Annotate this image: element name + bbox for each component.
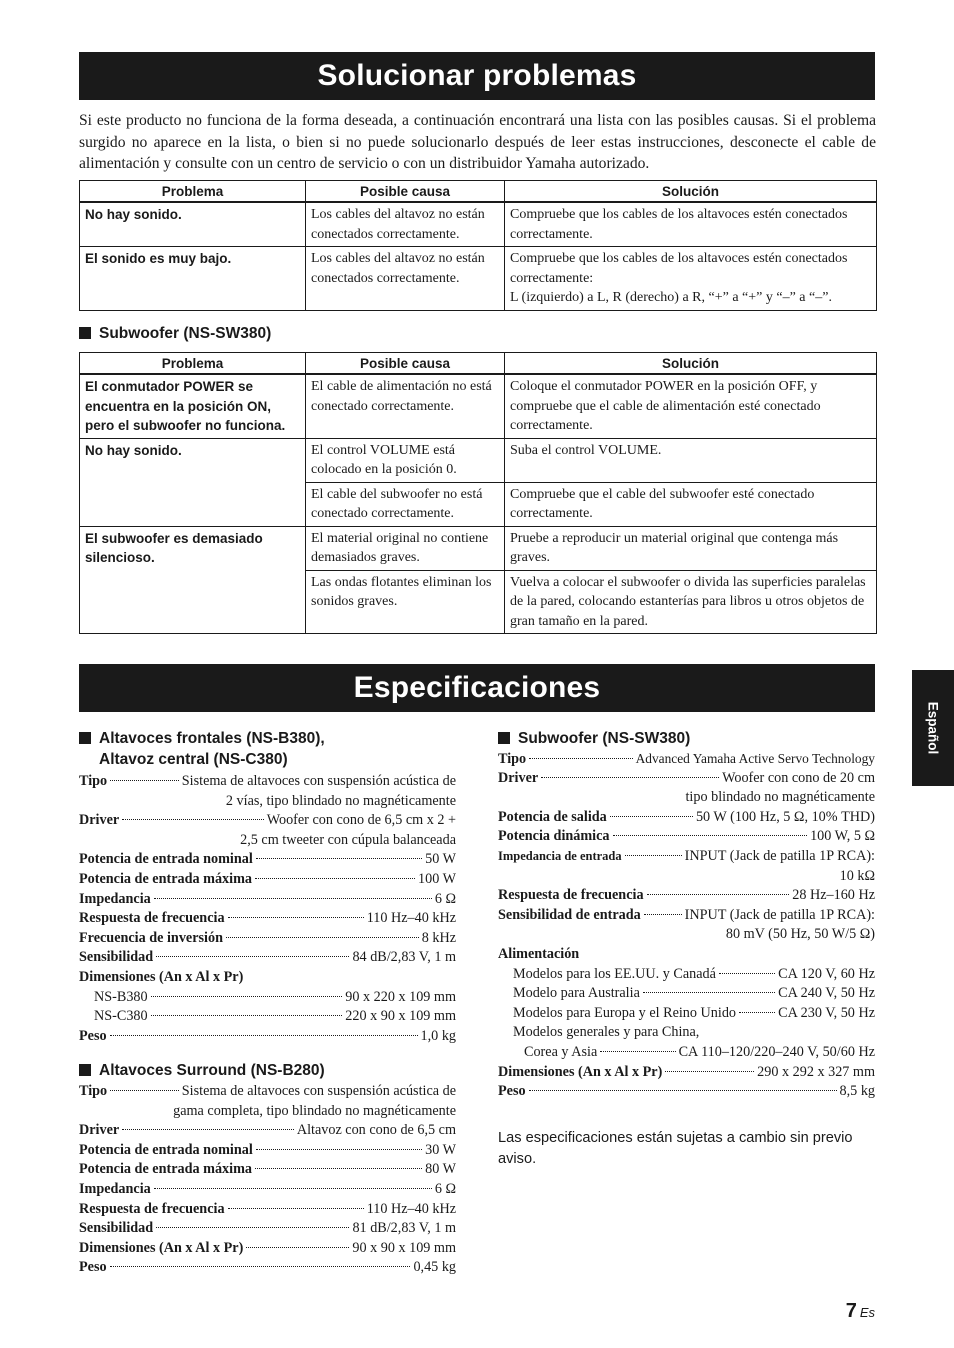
- spec-value: INPUT (Jack de patilla 1P RCA):: [684, 906, 875, 923]
- troubleshooting-table: [79, 180, 877, 311]
- spec-value: CA 110–120/220–240 V, 50/60 Hz: [678, 1043, 875, 1060]
- leader-dots: [226, 937, 419, 938]
- spec-value: 290 x 292 x 327 mm: [757, 1063, 875, 1080]
- spec-label: Modelos para Europa y el Reino Unido: [513, 1004, 737, 1021]
- cause-cell: Los cables del altavoz no están conectados correctamente.: [306, 247, 505, 311]
- spec-label: Peso: [498, 1083, 526, 1100]
- spec-label: Frecuencia de inversión: [79, 929, 223, 946]
- heading-text: Subwoofer (NS-SW380): [99, 325, 272, 342]
- spec-value: CA 120 V, 60 Hz: [778, 965, 875, 982]
- spec-value: CA 230 V, 50 Hz: [778, 1004, 875, 1021]
- leader-dots: [600, 1051, 675, 1052]
- spec-label: Impedancia: [79, 890, 151, 907]
- leader-dots: [122, 1129, 294, 1130]
- spec-value: CA 240 V, 50 Hz: [778, 985, 875, 1002]
- cause-cell: Las ondas flotantes eliminan los sonidos graves.: [306, 570, 505, 634]
- leader-dots: [246, 1247, 349, 1248]
- spec-label: Impedancia de entrada: [498, 848, 622, 863]
- leader-dots: [154, 898, 432, 899]
- spec-label: Respuesta de frecuencia: [79, 910, 225, 927]
- leader-dots: [644, 914, 682, 915]
- spec-row: [79, 948, 456, 968]
- header-solution: Solución: [505, 181, 877, 203]
- leader-dots: [529, 1090, 837, 1091]
- heading-text: Altavoces frontales (NS-B380),: [99, 730, 325, 747]
- spec-value-cont: tipo blindado no magnéticamente: [685, 789, 875, 806]
- spec-label: Modelo para Australia: [513, 985, 640, 1002]
- problem-cell: El sonido es muy bajo.: [80, 247, 306, 311]
- section-title-troubleshooting: Solucionar problemas: [79, 52, 875, 100]
- leader-dots: [110, 1090, 179, 1091]
- solution-cell: Suba el control VOLUME.: [505, 438, 877, 482]
- spec-label: Potencia de entrada nominal: [79, 1141, 253, 1158]
- solution-cell: Coloque el conmutador POWER en la posición OFF, y compruebe que el cable de alimentación esté conectado correctamente.: [505, 374, 877, 438]
- spec-row: [498, 808, 875, 828]
- solution-text: Compruebe que los cables de los altavoces estén conectados correctamente:: [510, 251, 848, 286]
- cause-cell: El control VOLUME está colocado en la posición 0.: [306, 438, 505, 482]
- spec-value: 30 W: [425, 1141, 456, 1158]
- spec-row: [79, 1258, 456, 1278]
- page-language-code: Es: [859, 1305, 875, 1320]
- leader-dots: [255, 1168, 422, 1169]
- solution-cell: Compruebe que los cables de los altavoces estén conectados correctamente.: [505, 202, 877, 247]
- spec-row: [79, 929, 456, 949]
- spec-label: Potencia de salida: [498, 808, 607, 825]
- spec-label: Modelos para los EE.UU. y Canadá: [513, 965, 716, 982]
- surround-speakers-specs: [79, 1082, 456, 1278]
- leader-dots: [255, 878, 415, 879]
- spec-row: [498, 749, 875, 769]
- heading-text: Subwoofer (NS-SW380): [518, 730, 691, 747]
- spec-label: Driver: [498, 769, 539, 786]
- spec-row: [79, 1239, 456, 1259]
- spec-row: [79, 1160, 456, 1180]
- spec-row: [498, 984, 875, 1004]
- leader-dots: [256, 1149, 422, 1150]
- spec-row: [498, 965, 875, 985]
- leader-dots: [739, 1012, 775, 1013]
- front-speakers-specs: [79, 772, 456, 1046]
- spec-row: [79, 1219, 456, 1239]
- heading-text: Altavoz central (NS-C380): [99, 751, 288, 768]
- spec-label: Respuesta de frecuencia: [79, 1200, 225, 1217]
- spec-row: [79, 1200, 456, 1220]
- solution-cell: Vuelva a colocar el subwoofer o divida las superficies paralelas de la pared, colocando estanterías para libros u otros objetos de gran tamaño en la pared.: [505, 570, 877, 634]
- section-title-specifications: Especificaciones: [79, 664, 875, 712]
- bullet-square-icon: [79, 732, 91, 744]
- table-header-row: [80, 353, 877, 375]
- spec-row: [79, 909, 456, 929]
- spec-value-cont: 2,5 cm tweeter con cúpula balanceada: [240, 831, 456, 848]
- spec-row: [79, 1141, 456, 1161]
- spec-label: Sensibilidad de entrada: [498, 906, 641, 923]
- header-problem: Problema: [80, 181, 306, 203]
- spec-value: 50 W (100 Hz, 5 Ω, 10% THD): [695, 808, 875, 825]
- spec-row: [498, 886, 875, 906]
- spec-label: Potencia dinámica: [498, 828, 610, 845]
- spec-value-cont: 2 vías, tipo blindado no magnéticamente: [225, 792, 456, 809]
- header-cause: Posible causa: [306, 353, 505, 375]
- spec-label: Dimensiones (An x Al x Pr): [498, 1063, 663, 1080]
- spec-row: [79, 1121, 456, 1141]
- spec-value: 6 Ω: [434, 890, 456, 907]
- spec-value: 220 x 90 x 109 mm: [345, 1008, 456, 1025]
- spec-value: 84 dB/2,83 V, 1 m: [352, 949, 456, 966]
- leader-dots: [228, 917, 364, 918]
- bullet-square-icon: [79, 327, 91, 339]
- spec-value: 100 W, 5 Ω: [810, 828, 875, 845]
- spec-row: [498, 1004, 875, 1024]
- spec-value: 50 W: [425, 851, 456, 868]
- spec-value-cont: gama completa, tipo blindado no magnéticamente: [173, 1102, 456, 1119]
- problem-cell: No hay sonido.: [80, 202, 306, 247]
- spec-label: Tipo: [498, 751, 527, 767]
- spec-value: INPUT (Jack de patilla 1P RCA):: [684, 847, 875, 864]
- header-problem: Problema: [80, 353, 306, 375]
- spec-label: NS-B380: [94, 988, 148, 1005]
- spec-label: Driver: [79, 812, 120, 829]
- spec-value: Woofer con cono de 20 cm: [722, 769, 875, 786]
- heading-text: Altavoces Surround (NS-B280): [99, 1062, 325, 1079]
- leader-dots: [665, 1071, 754, 1072]
- spec-label: Impedancia: [79, 1180, 151, 1197]
- spec-label: Tipo: [79, 773, 108, 789]
- spec-value: 0,45 kg: [413, 1259, 456, 1276]
- leader-dots: [110, 1035, 418, 1036]
- spec-label: Peso: [79, 1027, 107, 1044]
- spec-row: [498, 1063, 875, 1083]
- leader-dots: [610, 816, 693, 817]
- problem-cell: No hay sonido.: [80, 438, 306, 526]
- table-row: [80, 202, 877, 247]
- spec-value: 110 Hz–40 kHz: [366, 1200, 456, 1217]
- table-row: [80, 247, 877, 311]
- spec-value: Sistema de altavoces con suspensión acústica de: [181, 1083, 456, 1099]
- spec-value: 110 Hz–40 kHz: [366, 910, 456, 927]
- table-row: [80, 438, 877, 482]
- subwoofer-specs: [498, 749, 875, 1102]
- spec-label: Peso: [79, 1259, 107, 1276]
- bullet-square-icon: [498, 732, 510, 744]
- page-number: [846, 1300, 875, 1323]
- solution-text-2: L (izquierdo) a L, R (derecho) a R, “+” a “+” y “–” a “–”.: [510, 290, 832, 305]
- leader-dots: [110, 780, 179, 781]
- leader-dots: [647, 894, 790, 895]
- spec-row: [79, 850, 456, 870]
- spec-value: 1,0 kg: [420, 1027, 456, 1044]
- spec-row: [79, 1082, 456, 1102]
- leader-dots: [156, 956, 349, 957]
- leader-dots: [541, 777, 719, 778]
- leader-dots: [613, 835, 808, 836]
- spec-label: Potencia de entrada máxima: [79, 1161, 252, 1178]
- spec-value: 90 x 90 x 109 mm: [352, 1239, 456, 1256]
- solution-cell: [505, 247, 877, 311]
- spec-row: [498, 1043, 875, 1063]
- leader-dots: [154, 1188, 432, 1189]
- bullet-square-icon: [79, 1064, 91, 1076]
- spec-value: 90 x 220 x 109 mm: [345, 988, 456, 1005]
- spec-label: Dimensiones (An x Al x Pr): [79, 1239, 244, 1256]
- cause-cell: El cable de alimentación no está conectado correctamente.: [306, 374, 505, 438]
- leader-dots: [151, 1015, 343, 1016]
- spec-value: Advanced Yamaha Active Servo Technology: [635, 751, 875, 766]
- leader-dots: [122, 819, 264, 820]
- solution-cell: Pruebe a reproducir un material original que contenga más graves.: [505, 526, 877, 570]
- leader-dots: [719, 973, 775, 974]
- spec-value: Sistema de altavoces con suspensión acústica de: [181, 773, 456, 789]
- spec-row: [79, 1180, 456, 1200]
- header-cause: Posible causa: [306, 181, 505, 203]
- solution-cell: Compruebe que el cable del subwoofer esté conectado correctamente.: [505, 482, 877, 526]
- spec-value: 8,5 kg: [839, 1083, 875, 1100]
- spec-label: NS-C380: [94, 1008, 148, 1025]
- spec-label: Sensibilidad: [79, 1220, 154, 1237]
- spec-value: Altavoz con cono de 6,5 cm: [296, 1122, 456, 1139]
- spec-label: Potencia de entrada nominal: [79, 851, 253, 868]
- spec-label: Respuesta de frecuencia: [498, 887, 644, 904]
- spec-row: [79, 772, 456, 792]
- problem-cell: El subwoofer es demasiado silencioso.: [80, 526, 306, 634]
- leader-dots: [151, 996, 343, 997]
- intro-paragraph: Si este producto no funciona de la forma deseada, a continuación encontrará una lista con las posibles causas. Si el problema surgido no aparece en la lista, o bien si no puede solucionarlo después de leer estas instrucciones, desconecte el cable de alimentación y consulte con un centro de servicio o con un distribuidor Yamaha autorizado.: [79, 112, 876, 172]
- language-side-tab: [912, 670, 954, 786]
- spec-row: [79, 870, 456, 890]
- spec-row: [79, 890, 456, 910]
- spec-row: [498, 847, 875, 867]
- cause-cell: El material original no contiene demasiados graves.: [306, 526, 505, 570]
- leader-dots: [625, 855, 682, 856]
- leader-dots: [256, 858, 422, 859]
- header-solution: Solución: [505, 353, 877, 375]
- specs-change-note: Las especificaciones están sujetas a cambio sin previo aviso.: [498, 1130, 853, 1167]
- cause-cell: El cable del subwoofer no está conectado correctamente.: [306, 482, 505, 526]
- spec-row: [498, 1082, 875, 1102]
- spec-label: Corea y Asia: [524, 1043, 598, 1060]
- table-header-row: [80, 181, 877, 203]
- spec-value: 6 Ω: [434, 1180, 456, 1197]
- subwoofer-troubleshooting-table: [79, 352, 877, 634]
- spec-label: Tipo: [79, 1083, 108, 1099]
- spec-label: Dimensiones (An x Al x Pr): [79, 968, 244, 985]
- spec-value-cont: 10 kΩ: [839, 867, 875, 884]
- spec-row: [79, 811, 456, 831]
- spec-row: [79, 1027, 456, 1047]
- spec-row: [498, 906, 875, 926]
- spec-value-cont: 80 mV (50 Hz, 50 W/5 Ω): [725, 926, 875, 943]
- spec-label: Driver: [79, 1122, 120, 1139]
- spec-row: [498, 827, 875, 847]
- leader-dots: [228, 1208, 364, 1209]
- spec-value: 81 dB/2,83 V, 1 m: [352, 1220, 456, 1237]
- spec-value: Woofer con cono de 6,5 cm x 2 +: [266, 812, 456, 829]
- spec-row: [79, 988, 456, 1008]
- cause-cell: Los cables del altavoz no están conectados correctamente.: [306, 202, 505, 247]
- spec-value: 28 Hz–160 Hz: [792, 887, 875, 904]
- page-number-value: 7: [845, 1300, 857, 1322]
- problem-cell: El conmutador POWER se encuentra en la posición ON, pero el subwoofer no funciona.: [80, 374, 306, 438]
- spec-value: 8 kHz: [421, 929, 456, 946]
- spec-value: 100 W: [418, 870, 456, 887]
- spec-label: Sensibilidad: [79, 949, 154, 966]
- spec-label: Potencia de entrada máxima: [79, 870, 252, 887]
- spec-label: Modelos generales y para China,: [513, 1024, 700, 1041]
- spec-row: [498, 769, 875, 789]
- leader-dots: [529, 758, 632, 759]
- spec-label: Alimentación: [498, 945, 580, 962]
- spec-row: [79, 1007, 456, 1027]
- leader-dots: [110, 1266, 411, 1267]
- spec-value: 80 W: [425, 1161, 456, 1178]
- leader-dots: [643, 992, 775, 993]
- side-tab-label: Español: [925, 701, 941, 755]
- leader-dots: [156, 1227, 349, 1228]
- table-row: [80, 374, 877, 438]
- table-row: [80, 526, 877, 570]
